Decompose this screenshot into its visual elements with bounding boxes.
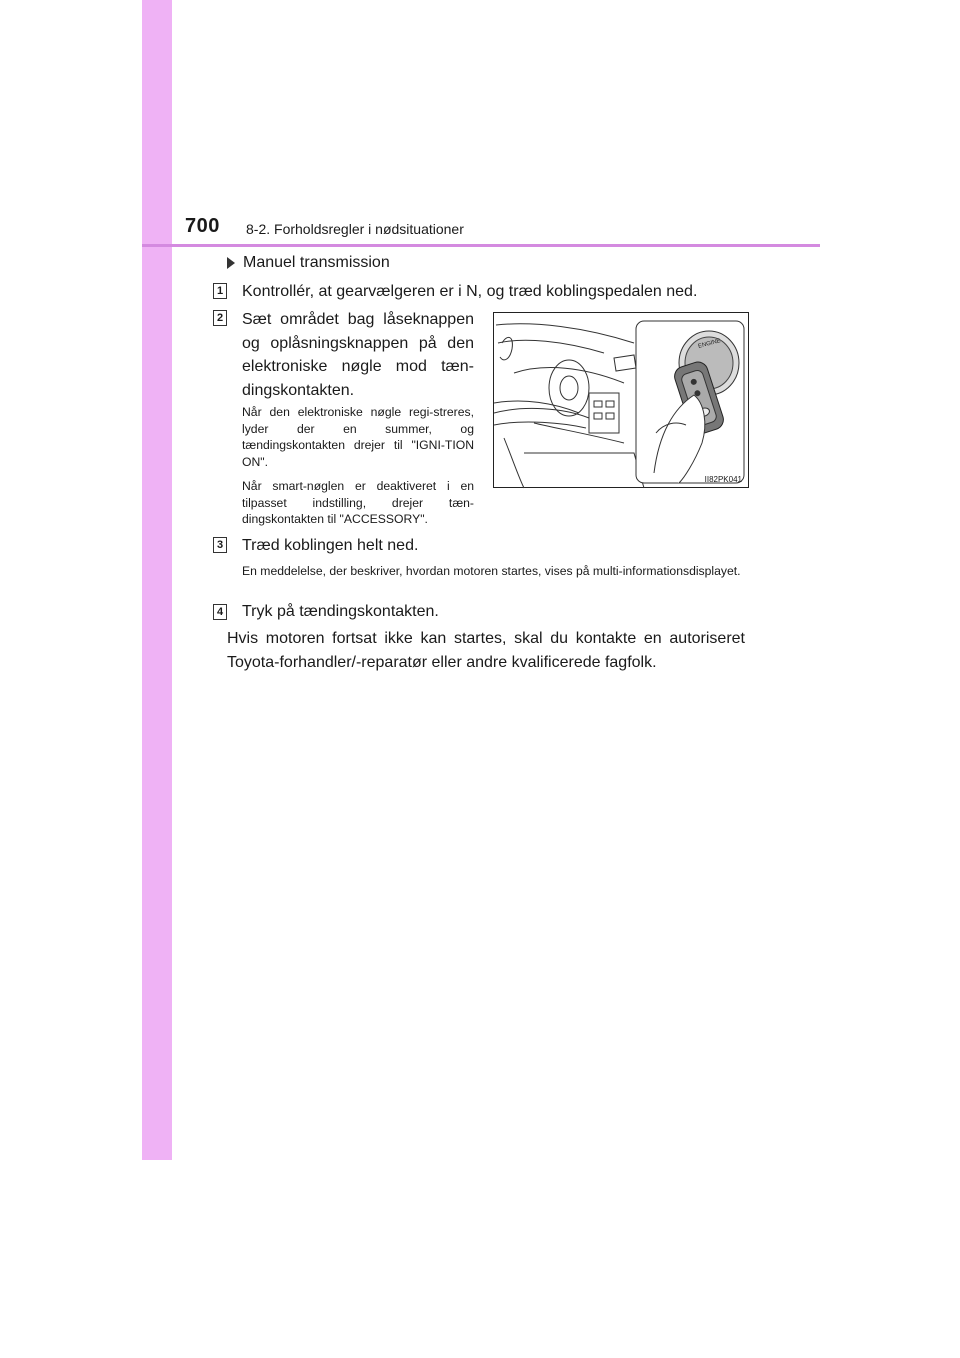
step-number-1: 1 <box>213 283 227 299</box>
section-title: 8-2. Forholdsregler i nødsituationer <box>246 221 464 237</box>
step-number-2: 2 <box>213 310 227 326</box>
step-1-text: Kontrollér, at gearvælgeren er i N, og træd koblingspedalen ned. <box>242 283 698 300</box>
closing-paragraph: Hvis motoren fortsat ikke kan startes, skal du kontakte en autoriseret Toyota-forhandler/-reparatør eller andre kvalificerede fagfolk. <box>227 630 745 671</box>
engine-button-label: ENGINE <box>697 338 722 350</box>
sub-heading <box>227 254 390 272</box>
triangle-arrow-icon <box>227 257 235 269</box>
illustration-key-to-ignition <box>493 312 749 488</box>
header-rule <box>142 244 820 247</box>
sub-heading-text: Manuel transmission <box>243 254 390 271</box>
step-2-note-2: Når smart-nøglen er deaktiveret i en tilpasset indstilling, drejer tæn-dingskontakten til "ACCESSORY". <box>242 479 474 526</box>
step-number-3: 3 <box>213 537 227 553</box>
step-4-text: Tryk på tændingskontakten. <box>242 603 439 620</box>
page-number: 700 <box>185 215 220 237</box>
figure-code: II82PK041 <box>704 475 742 484</box>
step-3-text: Træd koblingen helt ned. <box>242 537 419 554</box>
side-color-band <box>142 0 172 1160</box>
step-2-note-1: Når den elektroniske nøgle regi-streres, lyder der en summer, og tændingskontakten drejer til "IGNI-TION ON". <box>242 405 474 469</box>
step-3-note-1: En meddelelse, der beskriver, hvordan motoren startes, vises på multi-informationsdisplayet. <box>242 564 741 578</box>
step-number-4: 4 <box>213 604 227 620</box>
step-2-text: Sæt området bag låseknappen og oplåsningsknappen på den elektroniske nøgle mod tæn-dingskontakten. <box>242 311 474 399</box>
